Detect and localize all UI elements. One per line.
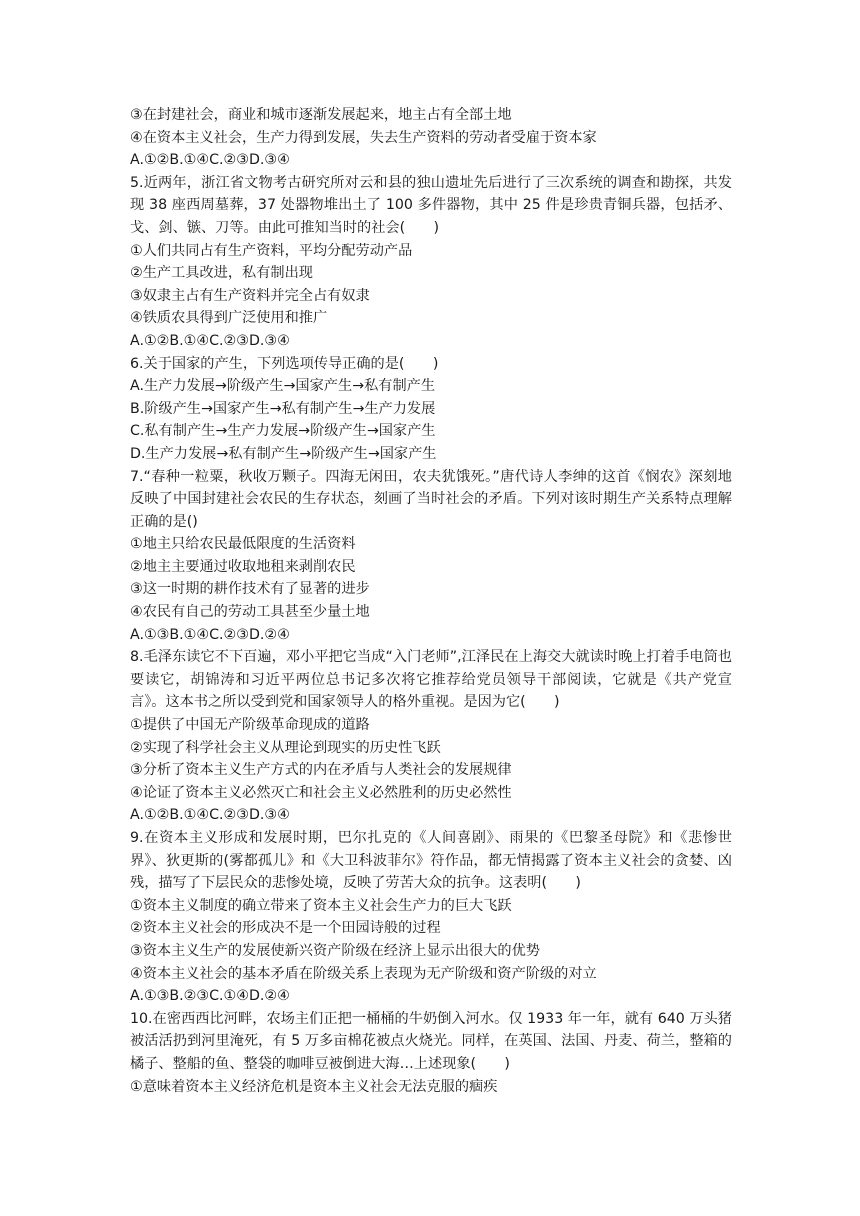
option-line: B.阶级产生→国家产生→私有制产生→生产力发展: [130, 400, 436, 417]
question-7-stem: 7.“春种一粒粟，秋收万颗子。四海无闲田，农夫犹饿死。”唐代诗人李绅的这首《悯农》深刻地反映了中国封建社会农民的生存状态，刻画了当时社会的矛盾。下列对该时期生产关系特点理解正确的是(): [130, 468, 732, 530]
option-line: ④农民有自己的劳动工具甚至少量土地: [130, 604, 370, 621]
answer-choices: A.①②B.①④C.②③D.③④: [130, 807, 290, 824]
option-line: ①地主只给农民最低限度的生活资料: [130, 536, 356, 553]
answer-choices: A.①②B.①④C.②③D.③④: [130, 332, 290, 349]
question-9-stem: 9.在资本主义形成和发展时期，巴尔扎克的《人间喜剧》、雨果的《巴黎圣母院》和《悲惨世界》、狄更斯的(雾都孤儿》和《大卫科波菲尔》符作品，都无情揭露了资本主义社会的贪婪、凶残，描写了下层民众的悲惨处境，反映了劳苦大众的抗争。这表明( ): [130, 830, 732, 892]
option-line: ①提供了中国无产阶级革命现成的道路: [130, 717, 370, 734]
answer-choices: A.①③B.②③C.①④D.②④: [130, 988, 290, 1005]
option-line: ①资本主义制度的确立带来了资本主义社会生产力的巨大飞跃: [130, 897, 512, 914]
answer-choices: A.①③B.①④C.②③D.②④: [130, 626, 290, 643]
option-line: ②地主主要通过收取地租来剥削农民: [130, 558, 356, 575]
question-10-stem: 10.在密西西比河畔，农场主们正把一桶桶的牛奶倒入河水。仅 1933 年一年，就有 640 万头猪被活活扔到河里淹死，有 5 万多亩棉花被点火烧光。同样，在英国、法国、丹麦、荷兰，整箱的橘子、整船的鱼、整袋的咖啡豆被倒进大海…上述现象( ): [130, 1010, 732, 1072]
option-line: ②资本主义社会的形成决不是一个田园诗般的过程: [130, 920, 441, 937]
option-line: ④资本主义社会的基本矛盾在阶级关系上表现为无产阶级和资产阶级的对立: [130, 965, 597, 982]
option-line: ③资本主义生产的发展使新兴资产阶级在经济上显示出很大的优势: [130, 942, 540, 959]
option-line: A.生产力发展→阶级产生→国家产生→私有制产生: [130, 378, 436, 395]
option-line: ①意味着资本主义经济危机是资本主义社会无法克服的痼疾: [130, 1078, 498, 1095]
option-line: ②实现了科学社会主义从理论到现实的历史性飞跃: [130, 739, 441, 756]
option-line: ④在资本主义社会，生产力得到发展，失去生产资料的劳动者受雇于资本家: [130, 129, 597, 146]
answer-choices: A.①②B.①④C.②③D.③④: [130, 152, 290, 169]
question-text: [130, 104, 732, 1098]
option-line: ③这一时期的耕作技术有了显著的进步: [130, 581, 370, 598]
option-line: ④铁质农具得到广泛使用和推广: [130, 310, 328, 327]
option-line: ④论证了资本主义必然灭亡和社会主义必然胜利的历史必然性: [130, 784, 512, 801]
option-line: ②生产工具改进，私有制出现: [130, 265, 313, 282]
question-6-stem: 6.关于国家的产生，下列选项传导正确的是( ): [130, 355, 439, 372]
option-line: ③奴隶主占有生产资料并完全占有奴隶: [130, 287, 370, 304]
option-line: C.私有制产生→生产力发展→阶级产生→国家产生: [130, 423, 436, 440]
option-line: ③分析了资本主义生产方式的内在矛盾与人类社会的发展规律: [130, 762, 512, 779]
option-line: ①人们共同占有生产资料，平均分配劳动产品: [130, 242, 413, 259]
option-line: ③在封建社会，商业和城市逐渐发展起来，地主占有全部土地: [130, 107, 512, 123]
question-5-stem: 5.近两年，浙江省文物考古研究所对云和县的独山遗址先后进行了三次系统的调查和勘探，共发现 38 座西周墓葬，37 处器物堆出土了 100 多件器物，其中 25 件是珍贵青铜兵器，包括矛、戈、剑、镞、刀等。由此可推知当时的社会( ): [130, 174, 732, 236]
question-8-stem: 8.毛泽东读它不下百遍，邓小平把它当成“入门老师”,江泽民在上海交大就读时晚上打着手电筒也要读它，胡锦涛和习近平两位总书记多次将它推荐给党员领导干部阅读，它就是《共产党宣言》。这本书之所以受到党和国家领导人的格外重视。是因为它( ): [130, 649, 732, 711]
option-line: D.生产力发展→私有制产生→阶级产生→国家产生: [130, 445, 437, 462]
